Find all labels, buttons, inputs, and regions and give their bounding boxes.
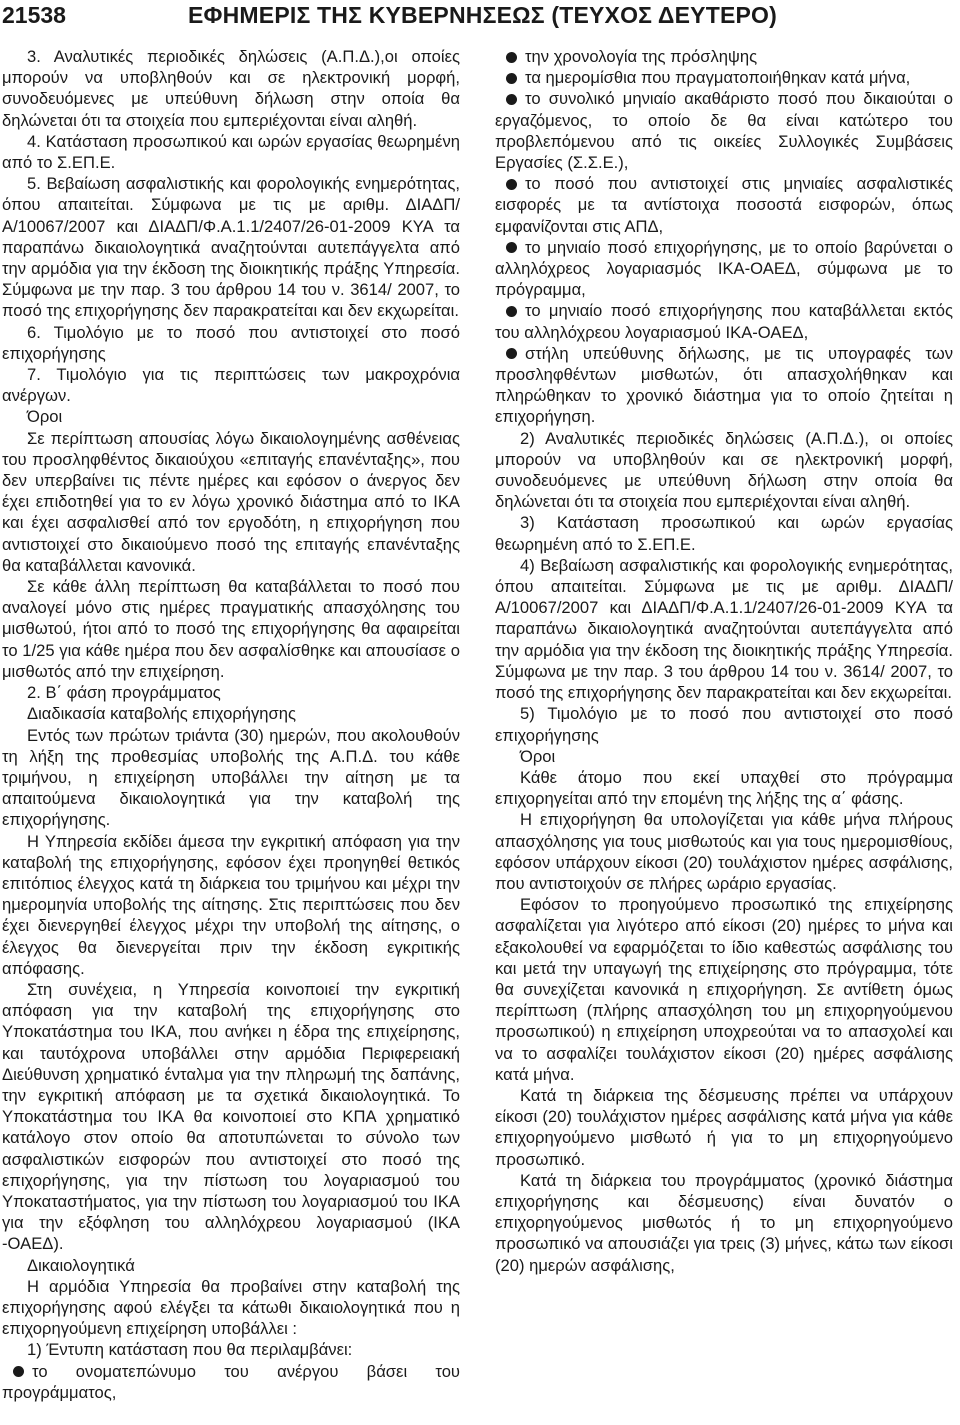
list-item — [495, 173, 953, 237]
paragraph: 4. Κατάσταση προσωπικού και ωρών εργασίας θεωρημένη από το Σ.ΕΠ.Ε. — [2, 131, 460, 173]
list-item — [495, 67, 953, 88]
paragraph: Κάθε άτομο που εκεί υπαχθεί στο πρόγραμμα επιχορηγείται από την επομένη της λήξης της α΄ φάσης. — [495, 767, 953, 809]
bullet-icon — [506, 179, 517, 190]
list-item-text: την χρονολογία της πρόσληψης — [525, 47, 758, 66]
list-item-text: τα ημερομίσθια που πραγματοποιήθηκαν κατά μήνα, — [525, 68, 911, 88]
paragraph: Κατά τη διάρκεια του προγράμματος (χρονικό διάστημα επιχορήγησης και δέσμευσης) είναι δυνατόν ο επιχορηγούμενος μισθωτός ή το μη επιχορηγούμενο προσωπικό να απουσιάζει για τρεις (3) μήνες, κάτω των είκοσι (20) ημερών ασφάλισης, — [495, 1170, 953, 1275]
paragraph: 3) Κατάσταση προσωπικού και ωρών εργασίας θεωρημένη από το Σ.ΕΠ.Ε. — [495, 513, 953, 554]
paragraph: 5. Βεβαίωση ασφαλιστικής και φορολογικής ενημερότητας, όπου απαιτείται. Σύμφωνα με τις με αριθμ. ΔΙΑΔΠ/Α/10067/2007 και ΔΙΑΔΠ/Φ.Α.1.1/2407/26-01-2009 ΚΥΑ τα παραπάνω δικαιολογητικά αναζητούνται αυτεπάγγελτα από την αρμόδια για την έκδοση της διοικητικής πράξης Υπηρεσία. Σύμφωνα με την παρ. 3 του άρθρου 14 του ν. 3614/ 2007, το ποσό της επιχορήγησης δεν παρακρατείται και δεν εκχωρείται. — [2, 174, 460, 321]
list-item — [495, 343, 953, 428]
paragraph: Η αρμόδια Υπηρεσία θα προβαίνει στην καταβολή της επιχορήγησης αφού ελέγξει τα κάτωθι δικαιολογητικά που η επιχορηγούμενη επιχείρηση υποβάλλει : — [2, 1276, 460, 1339]
list-item — [495, 300, 953, 342]
bullet-icon — [506, 306, 517, 317]
paragraph: 4) Βεβαίωση ασφαλιστικής και φορολογικής ενημερότητας, όπου απαιτείται. Σύμφωνα με τις με αριθμ. ΔΙΑΔΠ/Α/10067/2007 και ΔΙΑΔΠ/Φ.Α.1.1/2407/26-01-2009 ΚΥΑ τα παραπάνω δικαιολογητικά αναζητούνται αυτεπάγγελτα από την αρμόδια για την έκδοση της διοικητικής πράξης Υπηρεσία. Σύμφωνα με την παρ. 3 του άρθρου 14 του ν. 3614/ 2007, το ποσό της επιχορήγησης δεν παρακρατείται και δεν εκχωρείται. — [495, 555, 953, 703]
section-heading: Δικαιολογητικά — [27, 1255, 135, 1275]
bullet-icon — [506, 73, 517, 84]
bullet-icon — [506, 52, 517, 63]
bullet-icon — [506, 94, 517, 105]
right-column — [495, 46, 953, 1276]
bullet-icon — [506, 348, 517, 359]
bullet-icon — [13, 1366, 24, 1377]
bullet-icon — [506, 242, 517, 253]
list-item-text: το συνολικό μηνιαίο ακαθάριστο ποσό που δικαιούται ο εργαζόμενος, το οποίο δε θα είναι κατώτερο του προβλεπόμενου από τις οικείες Συλλογικές Συμβάσεις Εργασίες (Σ.Σ.Ε.), — [495, 89, 953, 173]
paragraph: Στη συνέχεια, η Υπηρεσία κοινοποιεί την εγκριτική απόφαση για την καταβολή της επιχορήγησης στο Υποκατάστημα του ΙΚΑ, που ανήκει η έδρα της επιχείρησης, και ταυτόχρονα υποβάλλει στην αρμόδια Περιφερειακή Διεύθυνση χρηματικό ένταλμα για την πληρωμή της δαπάνης, την εγκριτική απόφαση με τα σχετικά δικαιολογητικά. Το Υποκατάστημα του ΙΚΑ θα κοινοποιεί στο ΚΠΑ χρηματικό κατάλογο στον οποίο θα αποτυπώνεται το σύνολο των ασφαλιστικών εισφορών που αντιστοιχεί στο ποσό της επιχορήγησης, για την πίστωση του λογαριασμού του Υποκαταστήματος, για την πίστωση του λογαριασμού του ΙΚΑ για την εξόφληση του αλληλόχρεου λογαριασμού (ΙΚΑ -ΟΑΕΔ). — [2, 979, 460, 1254]
list-item — [2, 1361, 460, 1403]
page-number: 21538 — [2, 2, 66, 28]
paragraph: 6. Τιμολόγιο με το ποσό που αντιστοιχεί στο ποσό επιχορήγησης — [2, 322, 460, 363]
list-item-text: το ποσό που αντιστοιχεί στις μηνιαίες ασφαλιστικές εισφορές με τα αντίστοιχα ποσοστά εισφορών, όπως εμφανίζονται στις ΑΠΔ, — [495, 174, 953, 236]
list-item-text: στήλη υπεύθυνης δήλωσης, με τις υπογραφές των προσληφθέντων μισθωτών, ότι απασχολήθηκαν και πληρώθηκαν το χρονικό διάστημα για το οποίο ζητείται η επιχορήγηση. — [495, 343, 953, 427]
left-column — [2, 46, 460, 1403]
paragraph: 7. Τιμολόγιο για τις περιπτώσεις των μακροχρόνια ανέργων. — [2, 365, 460, 406]
paragraph: Σε κάθε άλλη περίπτωση θα καταβάλλεται το ποσό που αναλογεί μόνο στις ημέρες πραγματικής απασχόλησης του μισθωτού, ήτοι από το ποσό της επιχορήγησης θα αφαιρείται το 1/25 για κάθε ημέρα που δεν ασφαλίσθηκε και απουσίασε ο μισθωτός από την επιχείρηση. — [2, 577, 460, 681]
list-item — [495, 46, 953, 67]
list-item-text: το ονοματεπώνυμο του ανέργου βάσει του προγράμματος, — [2, 1361, 460, 1402]
section-heading: Όροι — [520, 746, 556, 766]
paragraph: 3. Αναλυτικές περιοδικές δηλώσεις (Α.Π.Δ.),οι οποίες μπορούν να υποβληθούν και σε ηλεκτρονική μορφή, συνοδευόμενες με υπεύθυνη δήλωση στην οποία θα δηλώνεται ότι τα στοιχεία που εμπεριέχονται είναι αληθή. — [2, 47, 460, 130]
section-heading: Διαδικασία καταβολής επιχορήγησης — [27, 704, 296, 724]
page-header — [0, 0, 960, 40]
list-item-text: το μηνιαίο ποσό επιχορήγησης, με το οποίο βαρύνεται ο αλληλόχρεος λογαριασμός ΙΚΑ-ΟΑΕΔ, σύμφωνα με το πρόγραμμα, — [495, 237, 953, 300]
list-item — [495, 237, 953, 301]
list-item — [495, 88, 953, 173]
paragraph: Κατά τη διάρκεια της δέσμευσης πρέπει να υπάρχουν είκοσι (20) τουλάχιστον ημέρες ασφάλισης κατά μήνα για κάθε επιχορηγούμενο μισθωτό ή για το μη επιχορηγούμενο προσωπικό. — [495, 1085, 953, 1169]
paragraph: Η επιχορήγηση θα υπολογίζεται για κάθε μήνα πλήρους απασχόλησης για τους μισθωτούς και για τους ημερομισθίους, εφόσον υπάρχουν είκοσι (20) τουλάχιστον ημέρες ασφάλισης, που αντιστοιχούν σε πλήρες ωράριο εργασίας. — [495, 810, 953, 893]
section-heading: Όροι — [27, 407, 63, 427]
list-item-text: το μηνιαίο ποσό επιχορήγησης που καταβάλλεται εκτός του αλληλόχρεου λογαριασμού ΙΚΑ-ΟΑΕΔ, — [495, 301, 953, 342]
paragraph: Εντός των πρώτων τριάντα (30) ημερών, που ακολουθούν τη λήξη της προθεσμίας υποβολής της Α.Π.Δ. του κάθε τριμήνου, η επιχείρηση υποβάλλει την αίτηση με τα απαιτούμενα δικαιολογητικά για την καταβολή της επιχορήγησης. — [2, 725, 460, 830]
paragraph: 2) Αναλυτικές περιοδικές δηλώσεις (Α.Π.Δ.), οι οποίες μπορούν να υποβληθούν και σε ηλεκτρονική μορφή, συνοδευόμενες με υπεύθυνη δήλωση στην οποία θα δηλώνεται ότι τα στοιχεία που εμπεριέχονται είναι αληθή. — [495, 428, 953, 512]
paragraph: Εφόσον το προηγούμενο προσωπικό της επιχείρησης ασφαλίζεται για λιγότερο από είκοσι (20) ημέρες το μήνα και εξακολουθεί να εφαρμόζεται το ίδιο καθεστώς ασφάλισης του και μετά την υπαγωγή της επιχείρησης στο πρόγραμμα, τότε θα συνεχίζεται κανονικά η επιχορήγηση. Σε αντίθετη όμως περίπτωση (πλήρης απασχόληση του μη επιχορηγούμενου προσωπικού) η επιχείρηση υποχρεούται να το απασχολεί και να το ασφαλίζει τουλάχιστον είκοσι (20) ημέρες ασφάλισης κατά μήνα. — [495, 895, 953, 1084]
paragraph: 5) Τιμολόγιο με το ποσό που αντιστοιχεί στο ποσό επιχορήγησης — [495, 704, 953, 745]
paragraph: Η Υπηρεσία εκδίδει άμεσα την εγκριτική απόφαση για την καταβολή της επιχορήγησης, εφόσον έχει προηγηθεί θετικός επιτόπιος έλεγχος κατά τη διάρκεια του τριμήνου και μέχρι την ημερομηνία υποβολής της αίτησης. Στις περιπτώσεις που δεν έχει διενεργηθεί έλεγχος μέχρι την υποβολή της αίτησης, ο έλεγχος θα διενεργείται πριν την έκδοση εγκριτικής απόφασης. — [2, 831, 460, 978]
paragraph: 1) Έντυπη κατάσταση που θα περιλαμβάνει: — [27, 1340, 353, 1360]
section-heading: 2. Β΄ φάση προγράμματος — [27, 683, 221, 703]
gazette-title: ΕΦΗΜΕΡΙΣ ΤΗΣ ΚΥΒΕΡΝΗΣΕΩΣ (ΤΕΥΧΟΣ ΔΕΥΤΕΡΟ) — [188, 2, 777, 28]
paragraph: Σε περίπτωση απουσίας λόγω δικαιολογημένης ασθένειας του προσληφθέντος δικαιούχου «επιταγής επανένταξης», που δεν υπερβαίνει τις πέντε ημέρες και εφόσον ο άνεργος δεν έχει επιδοτηθεί για το εν λόγω χρονικό διάστημα από το ΙΚΑ και έχει ασφαλισθεί από τον εργοδότη, η επιχορήγηση που αντιστοιχεί στο δικαιούμενο ποσό της επιταγής επανένταξης θα καταβάλλεται κανονικά. — [2, 428, 460, 575]
